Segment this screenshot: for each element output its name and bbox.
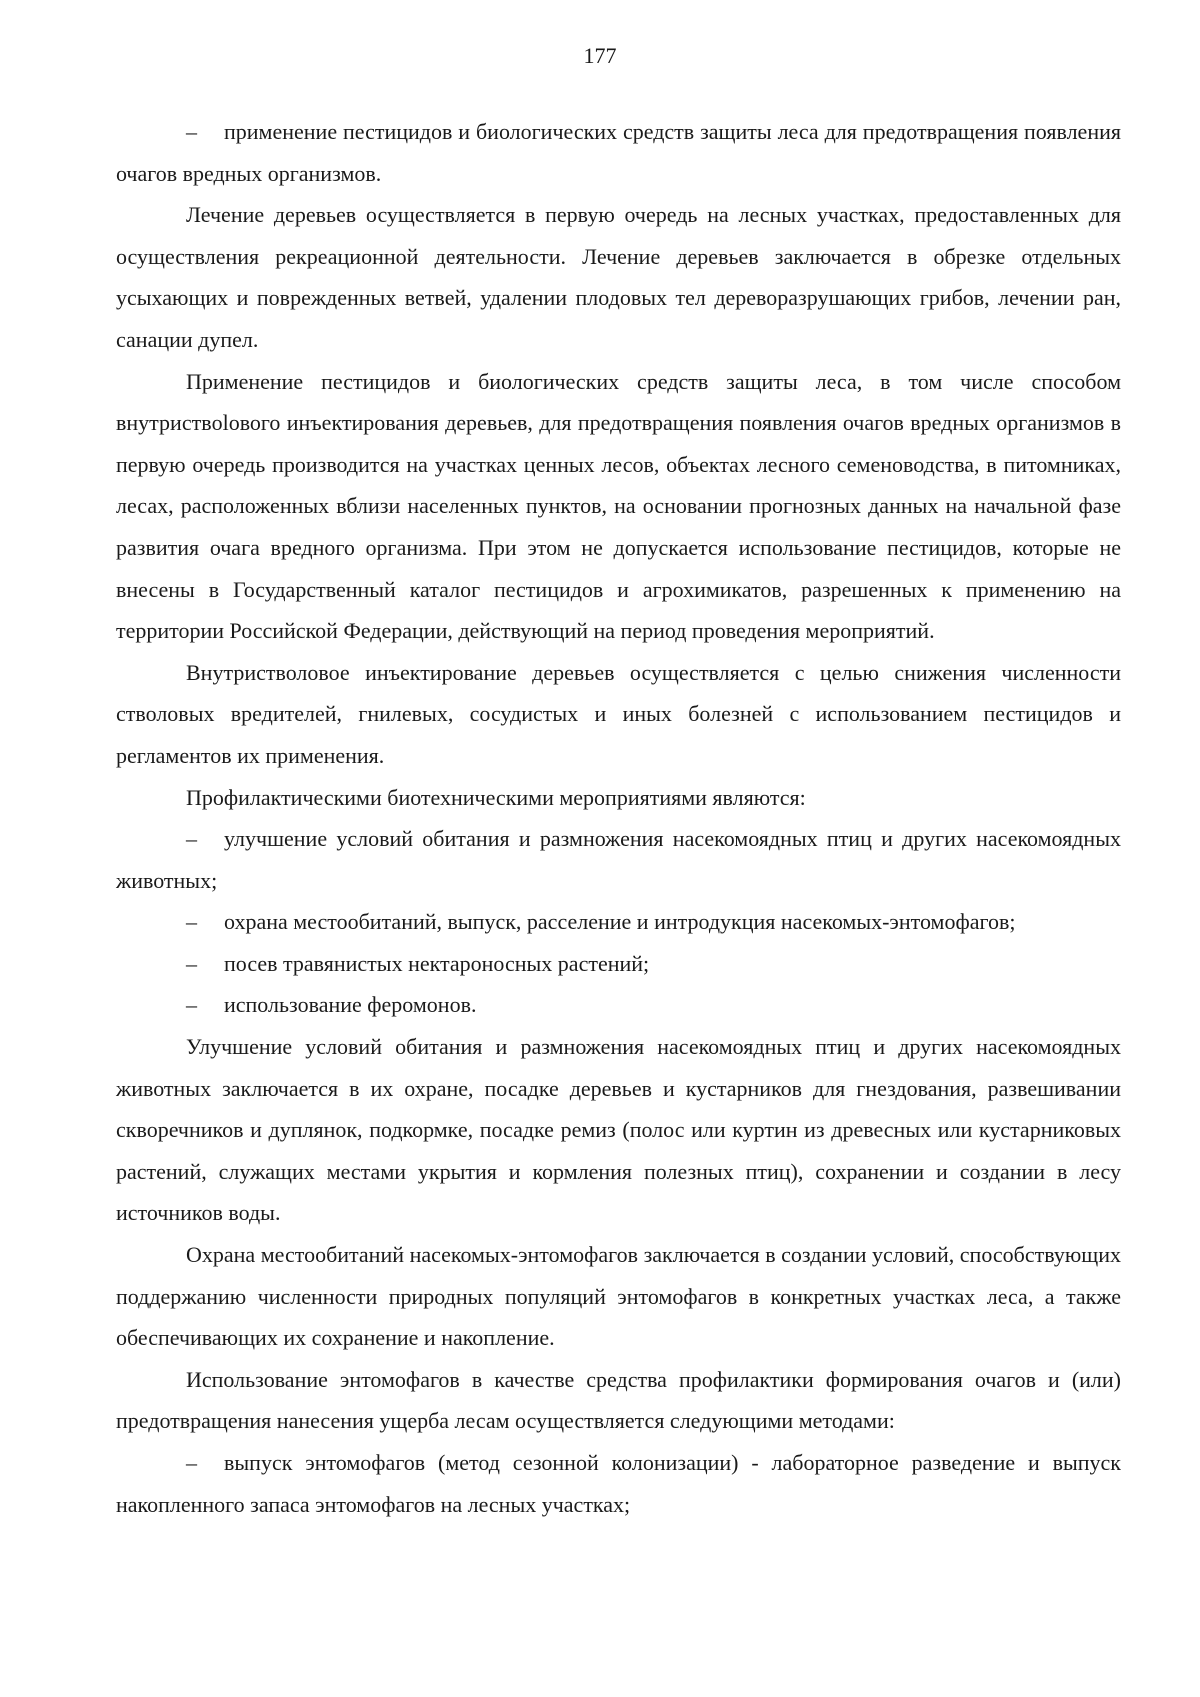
paragraph: Применение пестицидов и биологических средств защиты леса, в том числе способом внутриствolового инъектирования деревьев, для предотвращения появления очагов вредных организмов в первую очередь производится на участках ценных лесов, объектах лесного семеноводства, в питомниках, лесах, расположенных вблизи населенных пунктов, на основании прогнозных данных на начальной фазе развития очага вредного организма. При этом не допускается использование пестицидов, которые не внесены в Государственный каталог пестицидов и агрохимикатов, разрешенных к применению на территории Российской Федерации, действующий на период проведения мероприятий. bbox=[116, 368, 1121, 644]
bullet-text: улучшение условий обитания и размножения насекомоядных птиц и других насекомоядных животных; bbox=[116, 826, 1121, 893]
paragraph: Лечение деревьев осуществляется в первую очередь на лесных участках, предоставленных для осуществления рекреационной деятельности. Лечение деревьев заключается в обрезке отдельных усыхающих и поврежденных ветвей, удалении плодовых тел дереворазрушающих грибов, лечении ран, санации дупел. bbox=[116, 202, 1121, 352]
page-number: 177 bbox=[583, 43, 617, 68]
paragraph: Улучшение условий обитания и размножения насекомоядных птиц и других насекомоядных животных заключается в их охране, посадке деревьев и кустарников для гнездования, развешивании скворечников и дуплянок, подкормке, посадке ремиз (полос или куртин из древесных или кустарниковых растений, служащих местами укрытия и кормления полезных птиц), сохранении и создании в лесу источников воды. bbox=[116, 1034, 1121, 1226]
bullet-dash: – bbox=[186, 826, 197, 852]
paragraph: Внутристволовое инъектирование деревьев осуществляется с целью снижения численности стволовых вредителей, гнилевых, сосудистых и иных болезней с использованием пестицидов и регламентов их применения. bbox=[116, 659, 1121, 768]
paragraph: Охрана местообитаний насекомых-энтомофагов заключается в создании условий, способствующих поддержанию численности природных популяций энтомофагов в конкретных участках леса, а также обеспечивающих их сохранение и накопление. bbox=[116, 1242, 1121, 1351]
bullet-item bbox=[116, 1442, 1121, 1525]
bullet-text: использование феромонов. bbox=[224, 992, 477, 1018]
paragraph: Использование энтомофагов в качестве средства профилактики формирования очагов и (или) предотвращения нанесения ущерба лесам осуществляется следующими методами: bbox=[116, 1366, 1121, 1434]
bullet-item bbox=[116, 984, 1121, 1026]
bullet-text: применение пестицидов и биологических средств защиты леса для предотвращения появления очагов вредных организмов. bbox=[116, 119, 1121, 186]
bullet-text: выпуск энтомофагов (метод сезонной колонизации) - лабораторное разведение и выпуск накопленного запаса энтомофагов на лесных участках; bbox=[116, 1450, 1121, 1517]
bullet-item bbox=[116, 111, 1121, 194]
bullet-item bbox=[116, 818, 1121, 901]
bullet-item bbox=[116, 901, 1121, 943]
bullet-dash: – bbox=[186, 909, 197, 935]
bullet-dash: – bbox=[186, 1450, 197, 1475]
paragraph: Профилактическими биотехническими мероприятиями являются: bbox=[186, 784, 806, 810]
document-body bbox=[116, 111, 1121, 1525]
bullet-dash: – bbox=[186, 119, 197, 144]
bullet-text: посев травянистых нектароносных растений; bbox=[224, 950, 650, 976]
bullet-dash: – bbox=[186, 992, 197, 1018]
bullet-text: охрана местообитаний, выпуск, расселение и интродукция насекомых-энтомофагов; bbox=[224, 909, 1016, 935]
bullet-item bbox=[116, 943, 1121, 985]
bullet-dash: – bbox=[186, 950, 197, 976]
